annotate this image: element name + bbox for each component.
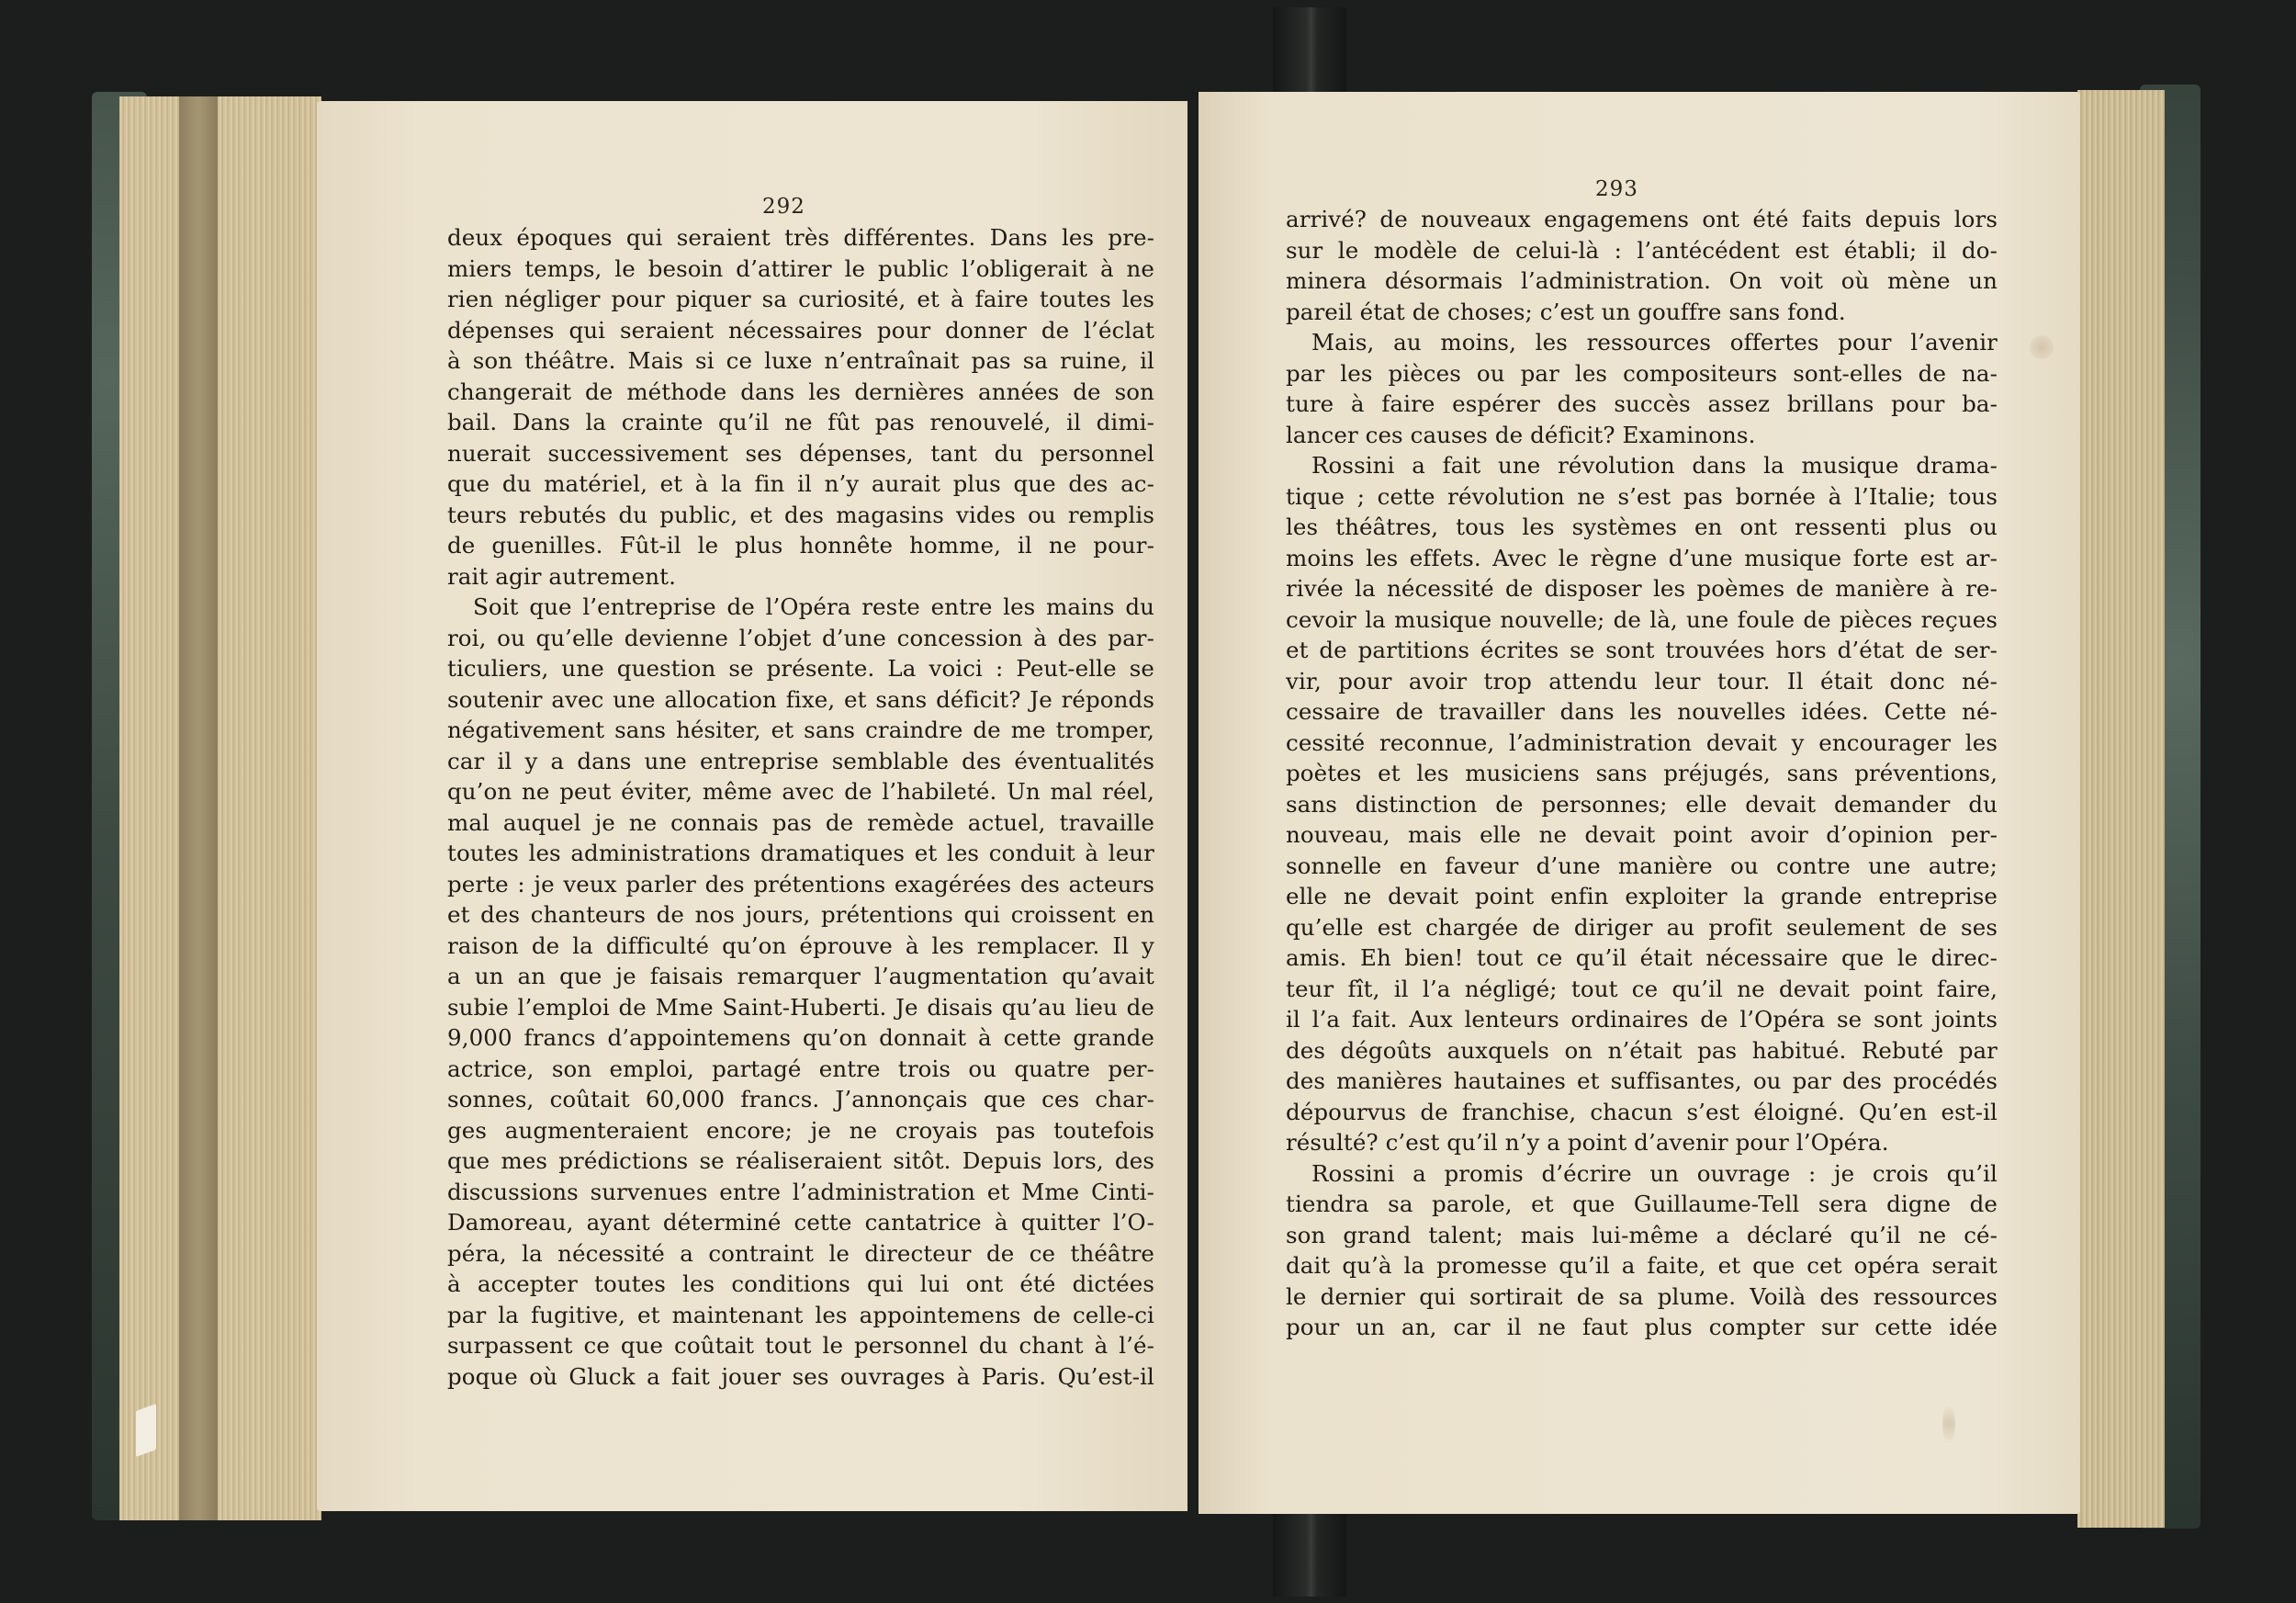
text-line: miers temps, le besoin d’attirer le public l’obligerait à ne (447, 254, 1154, 282)
text-line: 9,000 francs d’appointemens qu’on donnait à cette grande (447, 1024, 1154, 1051)
text-line: lancer ces causes de déficit? Examinons. (1286, 421, 1756, 448)
text-line: Soit que l’entreprise de l’Opéra reste entre les mains du (473, 593, 1154, 620)
text-line: et des chanteurs de nos jours, prétentions qui croissent en (447, 901, 1154, 928)
text-line: toutes les administrations dramatiques et les conduit à leur (447, 840, 1154, 866)
text-line: deux époques qui seraient très différentes. Dans les pre- (447, 224, 1154, 251)
text-line: dépourvus de franchise, chacun s’est éloigné. Qu’en est-il (1286, 1098, 1998, 1125)
folded-page-corner (136, 1404, 156, 1457)
text-line: sans distinction de personnes; elle devait demander du (1286, 790, 1998, 818)
text-line: par les pièces ou par les compositeurs sont-elles de na- (1286, 359, 1998, 387)
left-page-text (447, 222, 1154, 1392)
text-line: les théâtres, tous les systèmes en ont ressenti plus ou (1286, 514, 1998, 540)
text-line: négativement sans hésiter, et sans craindre de me tromper, (447, 717, 1154, 743)
text-line: arrivé? de nouveaux engagemens ont été faits depuis lors (1286, 206, 1998, 232)
text-line: nouveau, mais elle ne devait point avoir d’opinion per- (1286, 821, 1998, 848)
text-line: elle ne devait point enfin exploiter la grande entreprise (1286, 883, 1998, 909)
text-line: rivée la nécessité de disposer les poèmes de manière à re- (1286, 575, 1998, 602)
text-line: cessaire de travailler dans les nouvelles idées. Cette né- (1286, 698, 1998, 725)
text-line: sur le modèle de celui-là : l’antécédent est établi; il do- (1286, 236, 1998, 264)
text-line: surpassent ce que coûtait tout le personnel du chant à l’é- (447, 1332, 1154, 1359)
text-line: rait agir autrement. (447, 562, 676, 590)
text-line: son grand talent; mais lui-même a déclaré qu’il ne cé- (1286, 1221, 1998, 1248)
left-page (317, 101, 1187, 1511)
text-line: ture à faire espérer des succès assez brillans pour ba- (1286, 390, 1998, 417)
text-line: des manières hautaines et suffisantes, ou par des procédés (1286, 1067, 1998, 1094)
text-line: qu’on ne peut éviter, même avec de l’habileté. Un mal réel, (447, 778, 1154, 805)
text-line: Damoreau, ayant déterminé cette cantatrice à quitter l’O- (447, 1209, 1154, 1236)
text-line: dait qu’à la promesse qu’il a faite, et que cet opéra serait (1286, 1252, 1998, 1279)
text-line: minera désormais l’administration. On voit où mène un (1286, 267, 1998, 294)
text-line: cevoir la musique nouvelle; de là, une foule de pièces reçues (1286, 605, 1998, 633)
text-line: le dernier qui sortirait de sa plume. Voilà des ressources (1286, 1282, 1998, 1310)
text-line: changerait de méthode dans les dernières années de son (447, 378, 1154, 405)
text-line: à accepter toutes les conditions qui lui ont été dictées (447, 1270, 1154, 1297)
text-line: moins les effets. Avec le règne d’une musique forte est ar- (1286, 544, 1998, 571)
text-line: sonnes, coûtait 60,000 francs. J’annonçais que ces char- (447, 1086, 1154, 1112)
text-line: et de partitions écrites se sont trouvées hors d’état de ser- (1286, 637, 1998, 663)
text-line: que mes prédictions se réaliseraient sitôt. Depuis lors, des (447, 1147, 1154, 1174)
text-line: qu’elle est chargée de diriger au profit seulement de ses (1286, 913, 1998, 941)
text-line: poètes et les musiciens sans préjugés, sans préventions, (1286, 760, 1998, 786)
text-line: que du matériel, et à la fin il n’y aurait plus que des ac- (447, 470, 1154, 497)
text-line: nuerait successivement ses dépenses, tant du personnel (447, 439, 1154, 467)
right-page-text (1286, 204, 1998, 1343)
text-line: poque où Gluck a fait jouer ses ouvrages à Paris. Qu’est-il (447, 1362, 1154, 1390)
text-line: résulté? c’est qu’il n’y a point d’avenir pour l’Opéra. (1286, 1129, 1889, 1156)
text-line: de guenilles. Fût-il le plus honnête homme, il ne pour- (447, 532, 1154, 559)
text-line: tique ; cette révolution ne s’est pas bornée à l’Italie; tous (1286, 482, 1998, 510)
text-line: par la fugitive, et maintenant les appointemens de celle-ci (447, 1301, 1154, 1328)
text-line: roi, ou qu’elle devienne l’objet d’une concession à des par- (447, 624, 1154, 651)
left-page-number: 292 (762, 195, 805, 219)
text-line: cessité reconnue, l’administration devait y encourager les (1286, 728, 1998, 756)
text-line: sonnelle en faveur d’une manière ou contre une autre; (1286, 852, 1998, 879)
text-line: teur fît, il l’a négligé; tout ce qu’il ne devait point faire, (1286, 975, 1998, 1002)
text-line: bail. Dans la crainte qu’il ne fût pas renouvelé, il dimi- (447, 409, 1154, 435)
right-page (1199, 92, 2080, 1514)
text-line: tiendra sa parole, et que Guillaume-Tell sera digne de (1286, 1191, 1998, 1217)
page-stain (1942, 1405, 1955, 1442)
text-line: des dégoûts auxquels on n’était pas habitué. Rebuté par (1286, 1036, 1998, 1064)
text-line: rien négliger pour piquer sa curiosité, et à faire toutes les (447, 286, 1154, 312)
text-line: dépenses qui seraient nécessaires pour donner de l’éclat (447, 316, 1154, 344)
text-line: car il y a dans une entreprise semblable des éventualités (447, 747, 1154, 774)
page-stain (2030, 335, 2054, 359)
text-line: péra, la nécessité a contraint le directeur de ce théâtre (447, 1239, 1154, 1267)
text-line: amis. Eh bien! tout ce qu’il était nécessaire que le direc- (1286, 944, 1998, 971)
left-page-edges-shadow (179, 96, 218, 1520)
text-line: soutenir avec une allocation fixe, et sans déficit? Je réponds (447, 685, 1154, 713)
text-line: subie l’emploi de Mme Saint-Huberti. Je disais qu’au lieu de (447, 993, 1154, 1021)
text-line: il l’a fait. Aux lenteurs ordinaires de l’Opéra se sont joints (1286, 1006, 1998, 1033)
text-line: Mais, au moins, les ressources offertes pour l’avenir (1311, 329, 1998, 356)
text-line: Rossini a promis d’écrire un ouvrage : je crois qu’il (1311, 1159, 1998, 1187)
text-line: raison de la difficulté qu’on éprouve à les remplacer. Il y (447, 931, 1154, 959)
left-page-edges (119, 96, 321, 1520)
right-page-edges (2077, 90, 2165, 1528)
text-line: pour un an, car il ne faut plus compter sur cette idée (1286, 1314, 1998, 1340)
text-line: vir, pour avoir trop attendu leur tour. Il était donc né- (1286, 667, 1998, 694)
text-line: ticuliers, une question se présente. La voici : Peut-elle se (447, 655, 1154, 682)
text-line: ges augmenteraient encore; je ne croyais pas toutefois (447, 1116, 1154, 1144)
text-line: actrice, son emploi, partagé entre trois ou quatre per- (447, 1055, 1154, 1082)
text-line: discussions survenues entre l’administration et Mme Cinti- (447, 1178, 1154, 1205)
text-line: teurs rebutés du public, et des magasins vides ou remplis (447, 501, 1154, 528)
text-line: a un an que je faisais remarquer l’augmentation qu’avait (447, 963, 1154, 989)
text-line: Rossini a fait une révolution dans la musique drama- (1311, 452, 1998, 479)
right-page-number: 293 (1595, 177, 1638, 201)
text-line: mal auquel je ne connais pas de remède actuel, travaille (447, 808, 1154, 836)
text-line: pareil état de choses; c’est un gouffre sans fond. (1286, 298, 1846, 325)
text-line: perte : je veux parler des prétentions exagérées des acteurs (447, 870, 1154, 897)
text-line: à son théâtre. Mais si ce luxe n’entraînait pas sa ruine, il (447, 347, 1154, 374)
